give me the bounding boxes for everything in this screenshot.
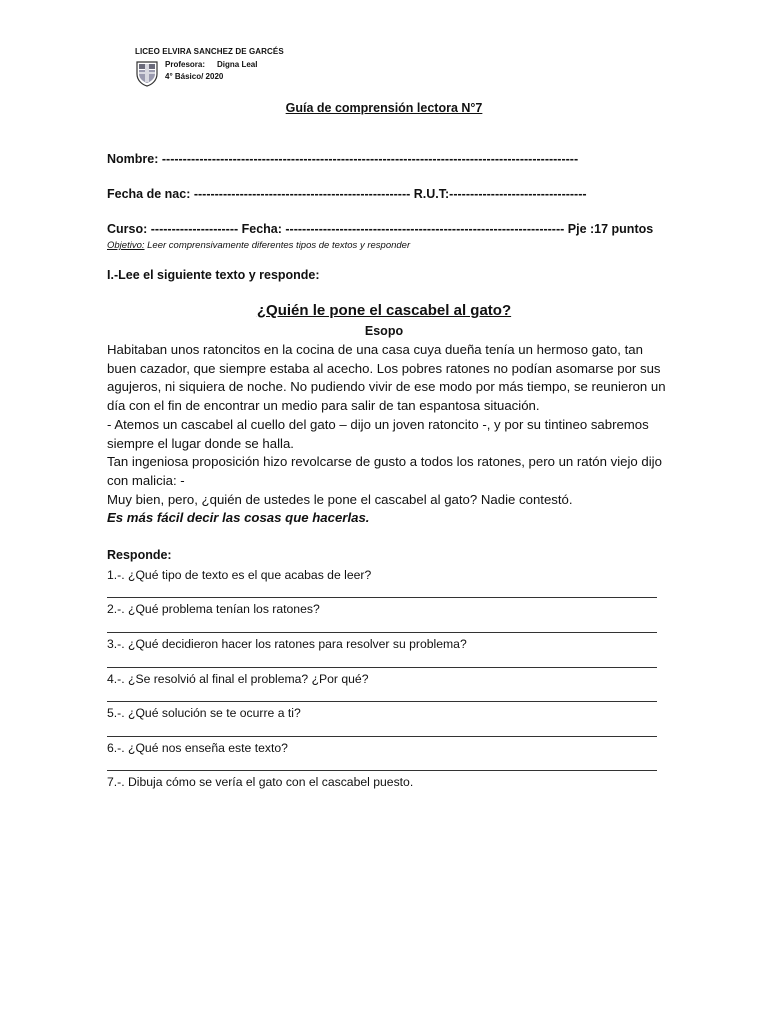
story-paragraph: Muy bien, pero, ¿quién de ustedes le pone el cascabel al gato? Nadie contestó. [107,491,573,507]
objective [107,240,410,251]
question-5: 5.-. ¿Qué solución se te ocurre a ti? [107,706,301,720]
story-author: Esopo [364,324,404,338]
responde-label: Responde: [107,548,172,562]
question-7: 7.-. Dibuja cómo se vería el gato con el cascabel puesto. [107,775,414,789]
answer-line [107,667,657,668]
guide-title: Guía de comprensión lectora N°7 [285,101,483,115]
question-1: 1.-. ¿Qué tipo de texto es el que acabas de leer? [107,568,372,582]
story-moral: Es más fácil decir las cosas que hacerlas. [107,510,370,526]
story-title: ¿Quién le pone el cascabel al gato? [256,302,512,319]
name-field: Nombre: ---------------------------------------------------------------------------------------------------- [107,152,579,166]
course-date-score-field: Curso: --------------------- Fecha: ------------------------------------------------------------------- Pje :17 puntos [107,222,654,236]
question-4: 4.-. ¿Se resolvió al final el problema? ¿Por qué? [107,672,369,686]
story-paragraph: - Atemos un cascabel al cuello del gato – dijo un joven ratoncito -, y por su tintineo sabremos siempre el lugar donde se halla. [107,416,649,451]
school-name: LICEO ELVIRA SANCHEZ DE GARCÉS [135,47,284,56]
story-text [107,341,667,528]
story-paragraph: Tan ingeniosa proposición hizo revolcarse de gusto a todos los ratones, pero un ratón viejo dijo con malicia: - [107,454,662,488]
birthdate-rut-field: Fecha de nac: ---------------------------------------------------- R.U.T:--------------------------------- [107,187,587,201]
grade-year: 4° Básico/ 2020 [165,72,224,81]
answer-line [107,632,657,633]
question-6: 6.-. ¿Qué nos enseña este texto? [107,741,288,755]
objective-label: Objetivo: [107,240,145,251]
question-3: 3.-. ¿Qué decidieron hacer los ratones para resolver su problema? [107,637,467,651]
answer-line [107,701,657,702]
teacher-label: Profesora: [165,60,206,69]
teacher-name: Digna Leal [217,60,258,69]
school-crest-icon [135,60,159,87]
answer-line [107,770,657,771]
question-2: 2.-. ¿Qué problema tenían los ratones? [107,602,320,616]
section-heading: I.-Lee el siguiente texto y responde: [107,268,320,282]
story-paragraph: Habitaban unos ratoncitos en la cocina de una casa cuya dueña tenía un hermoso gato, tan buen cazador, que siempre estaba al acecho. Los pobres ratones no podían asomarse por sus agujeros, ni siquiera de noche. No pudiendo vivir de ese modo por más tiempo, se reunieron un día con el fin de encontrar un medio para salir de tan espantosa situación. [107,342,666,414]
objective-text: Leer comprensivamente diferentes tipos de textos y responder [144,240,411,251]
answer-line [107,736,657,737]
answer-line [107,597,657,598]
